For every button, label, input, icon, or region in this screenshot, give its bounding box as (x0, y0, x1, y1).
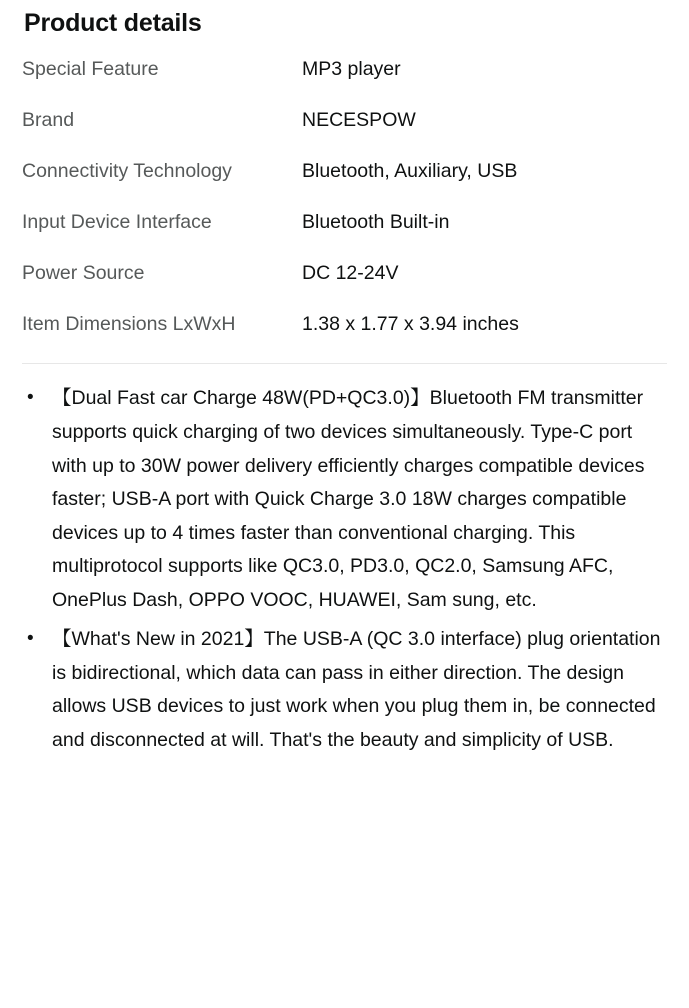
product-details-page (0, 8, 689, 757)
table-row (22, 158, 667, 209)
detail-value: Bluetooth Built-in (302, 210, 450, 233)
table-row (22, 107, 667, 158)
section-divider (22, 363, 667, 364)
table-row (22, 260, 667, 311)
table-row (22, 56, 667, 107)
list-item: • 【What's New in 2021】The USB-A (QC 3.0 interface) plug orientation is bidirectional, which data can pass in either direction. The design allows USB devices to just work when you plug them in, be connected and disconnected at will. That's the beauty and simplicity of USB. (22, 623, 663, 757)
list-item: • 【Dual Fast car Charge 48W(PD+QC3.0)】Bluetooth FM transmitter supports quick charging of two devices simultaneously. Type-C port with up to 30W power delivery efficiently charges compatible devices faster; USB-A port with Quick Charge 3.0 18W charges compatible devices up to 4 times faster than conventional charging. This multiprotocol supports like QC3.0, PD3.0, QC2.0, Samsung AFC, OnePlus Dash, OPPO VOOC, HUAWEI, Sam sung, etc. (22, 382, 663, 617)
page-title: Product details (24, 9, 202, 37)
detail-label: Brand (22, 108, 75, 131)
detail-value: NECESPOW (302, 108, 416, 131)
detail-value: Bluetooth, Auxiliary, USB (302, 159, 518, 182)
detail-value: MP3 player (302, 58, 401, 80)
table-row (22, 311, 667, 362)
product-details-table (22, 56, 667, 361)
detail-value: 1.38 x 1.77 x 3.94 inches (302, 312, 519, 335)
detail-label: Input Device Interface (22, 210, 212, 233)
table-row (22, 209, 667, 260)
detail-label: Item Dimensions LxWxH (22, 312, 236, 335)
feature-bullet-list (22, 382, 667, 757)
detail-label: Power Source (22, 261, 145, 284)
table-body (22, 56, 667, 361)
detail-label: Special Feature (22, 58, 159, 80)
detail-label: Connectivity Technology (22, 159, 232, 182)
detail-value: DC 12-24V (302, 261, 399, 284)
